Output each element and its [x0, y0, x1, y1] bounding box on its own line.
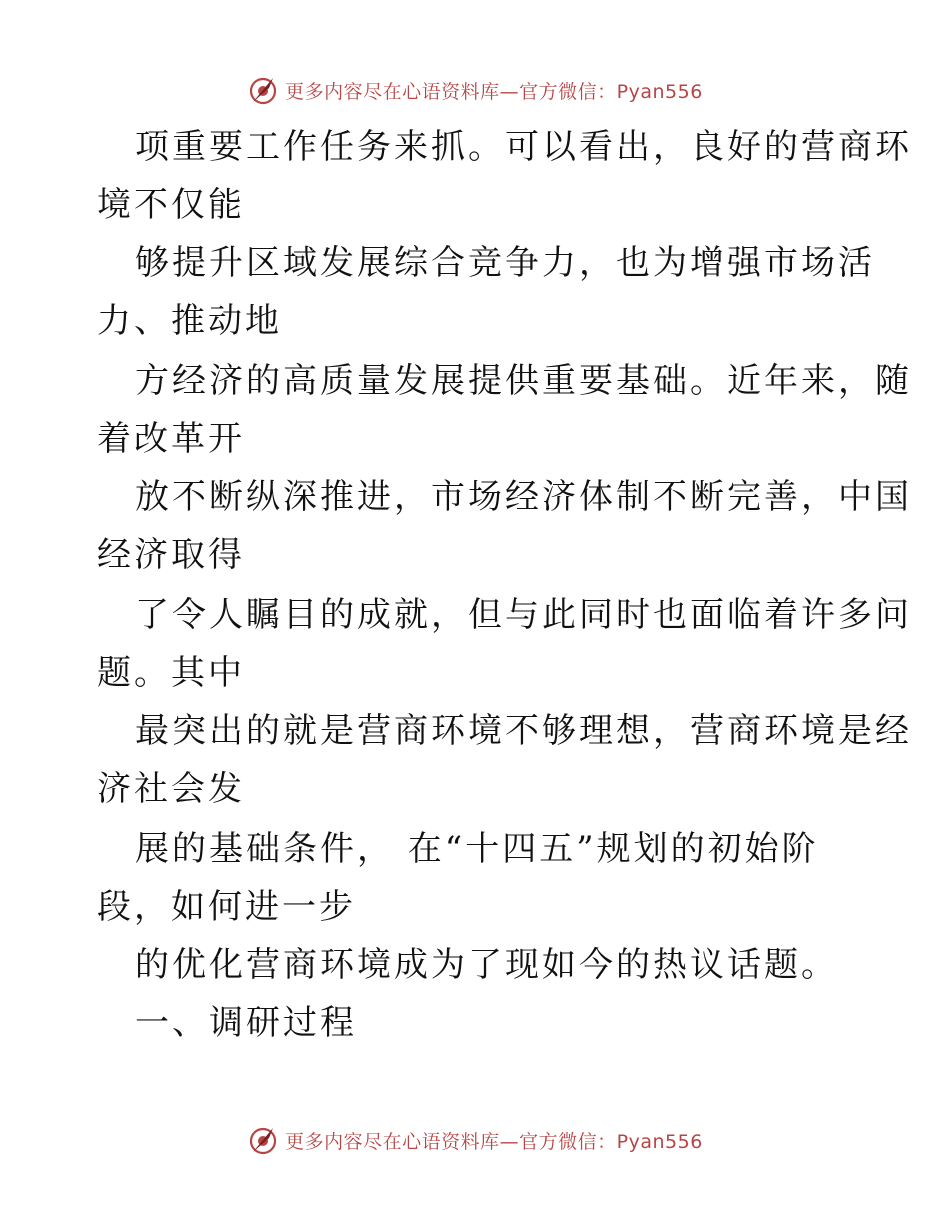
text-line: 的优化营商环境成为了现如今的热议话题。	[135, 945, 838, 985]
header-watermark	[0, 70, 950, 110]
text-line: 境不仅能	[97, 185, 245, 225]
text-line: 项重要工作任务来抓。可以看出，良好的营商环	[135, 127, 912, 167]
footer-watermark	[0, 1120, 950, 1160]
header-watermark-text: 更多内容尽在心语资料库—官方微信：Pyan556	[285, 80, 703, 103]
text-line: 着改革开	[97, 419, 245, 459]
text-line: 题。其中	[97, 653, 245, 693]
text-line: 展的基础条件， 在“十四五”规划的初始阶	[135, 829, 819, 869]
text-line: 够提升区域发展综合竞争力，也为增强市场活	[135, 243, 875, 283]
text-line: 济社会发	[97, 769, 245, 809]
text-line: 了令人瞩目的成就，但与此同时也面临着许多问	[135, 595, 912, 635]
text-line: 段，如何进一步	[97, 887, 356, 927]
text-line: 放不断纵深推进，市场经济体制不断完善，中国	[135, 477, 912, 517]
section-heading: 一、调研过程	[135, 1003, 357, 1043]
text-line: 力、推动地	[97, 301, 282, 341]
footer-watermark-text: 更多内容尽在心语资料库—官方微信：Pyan556	[285, 1130, 703, 1153]
quill-logo-icon	[247, 1124, 279, 1156]
quill-logo-icon	[247, 74, 279, 106]
text-line: 经济取得	[97, 535, 245, 575]
text-line: 最突出的就是营商环境不够理想，营商环境是经	[135, 711, 912, 751]
text-line: 方经济的高质量发展提供重要基础。近年来，随	[135, 361, 912, 401]
